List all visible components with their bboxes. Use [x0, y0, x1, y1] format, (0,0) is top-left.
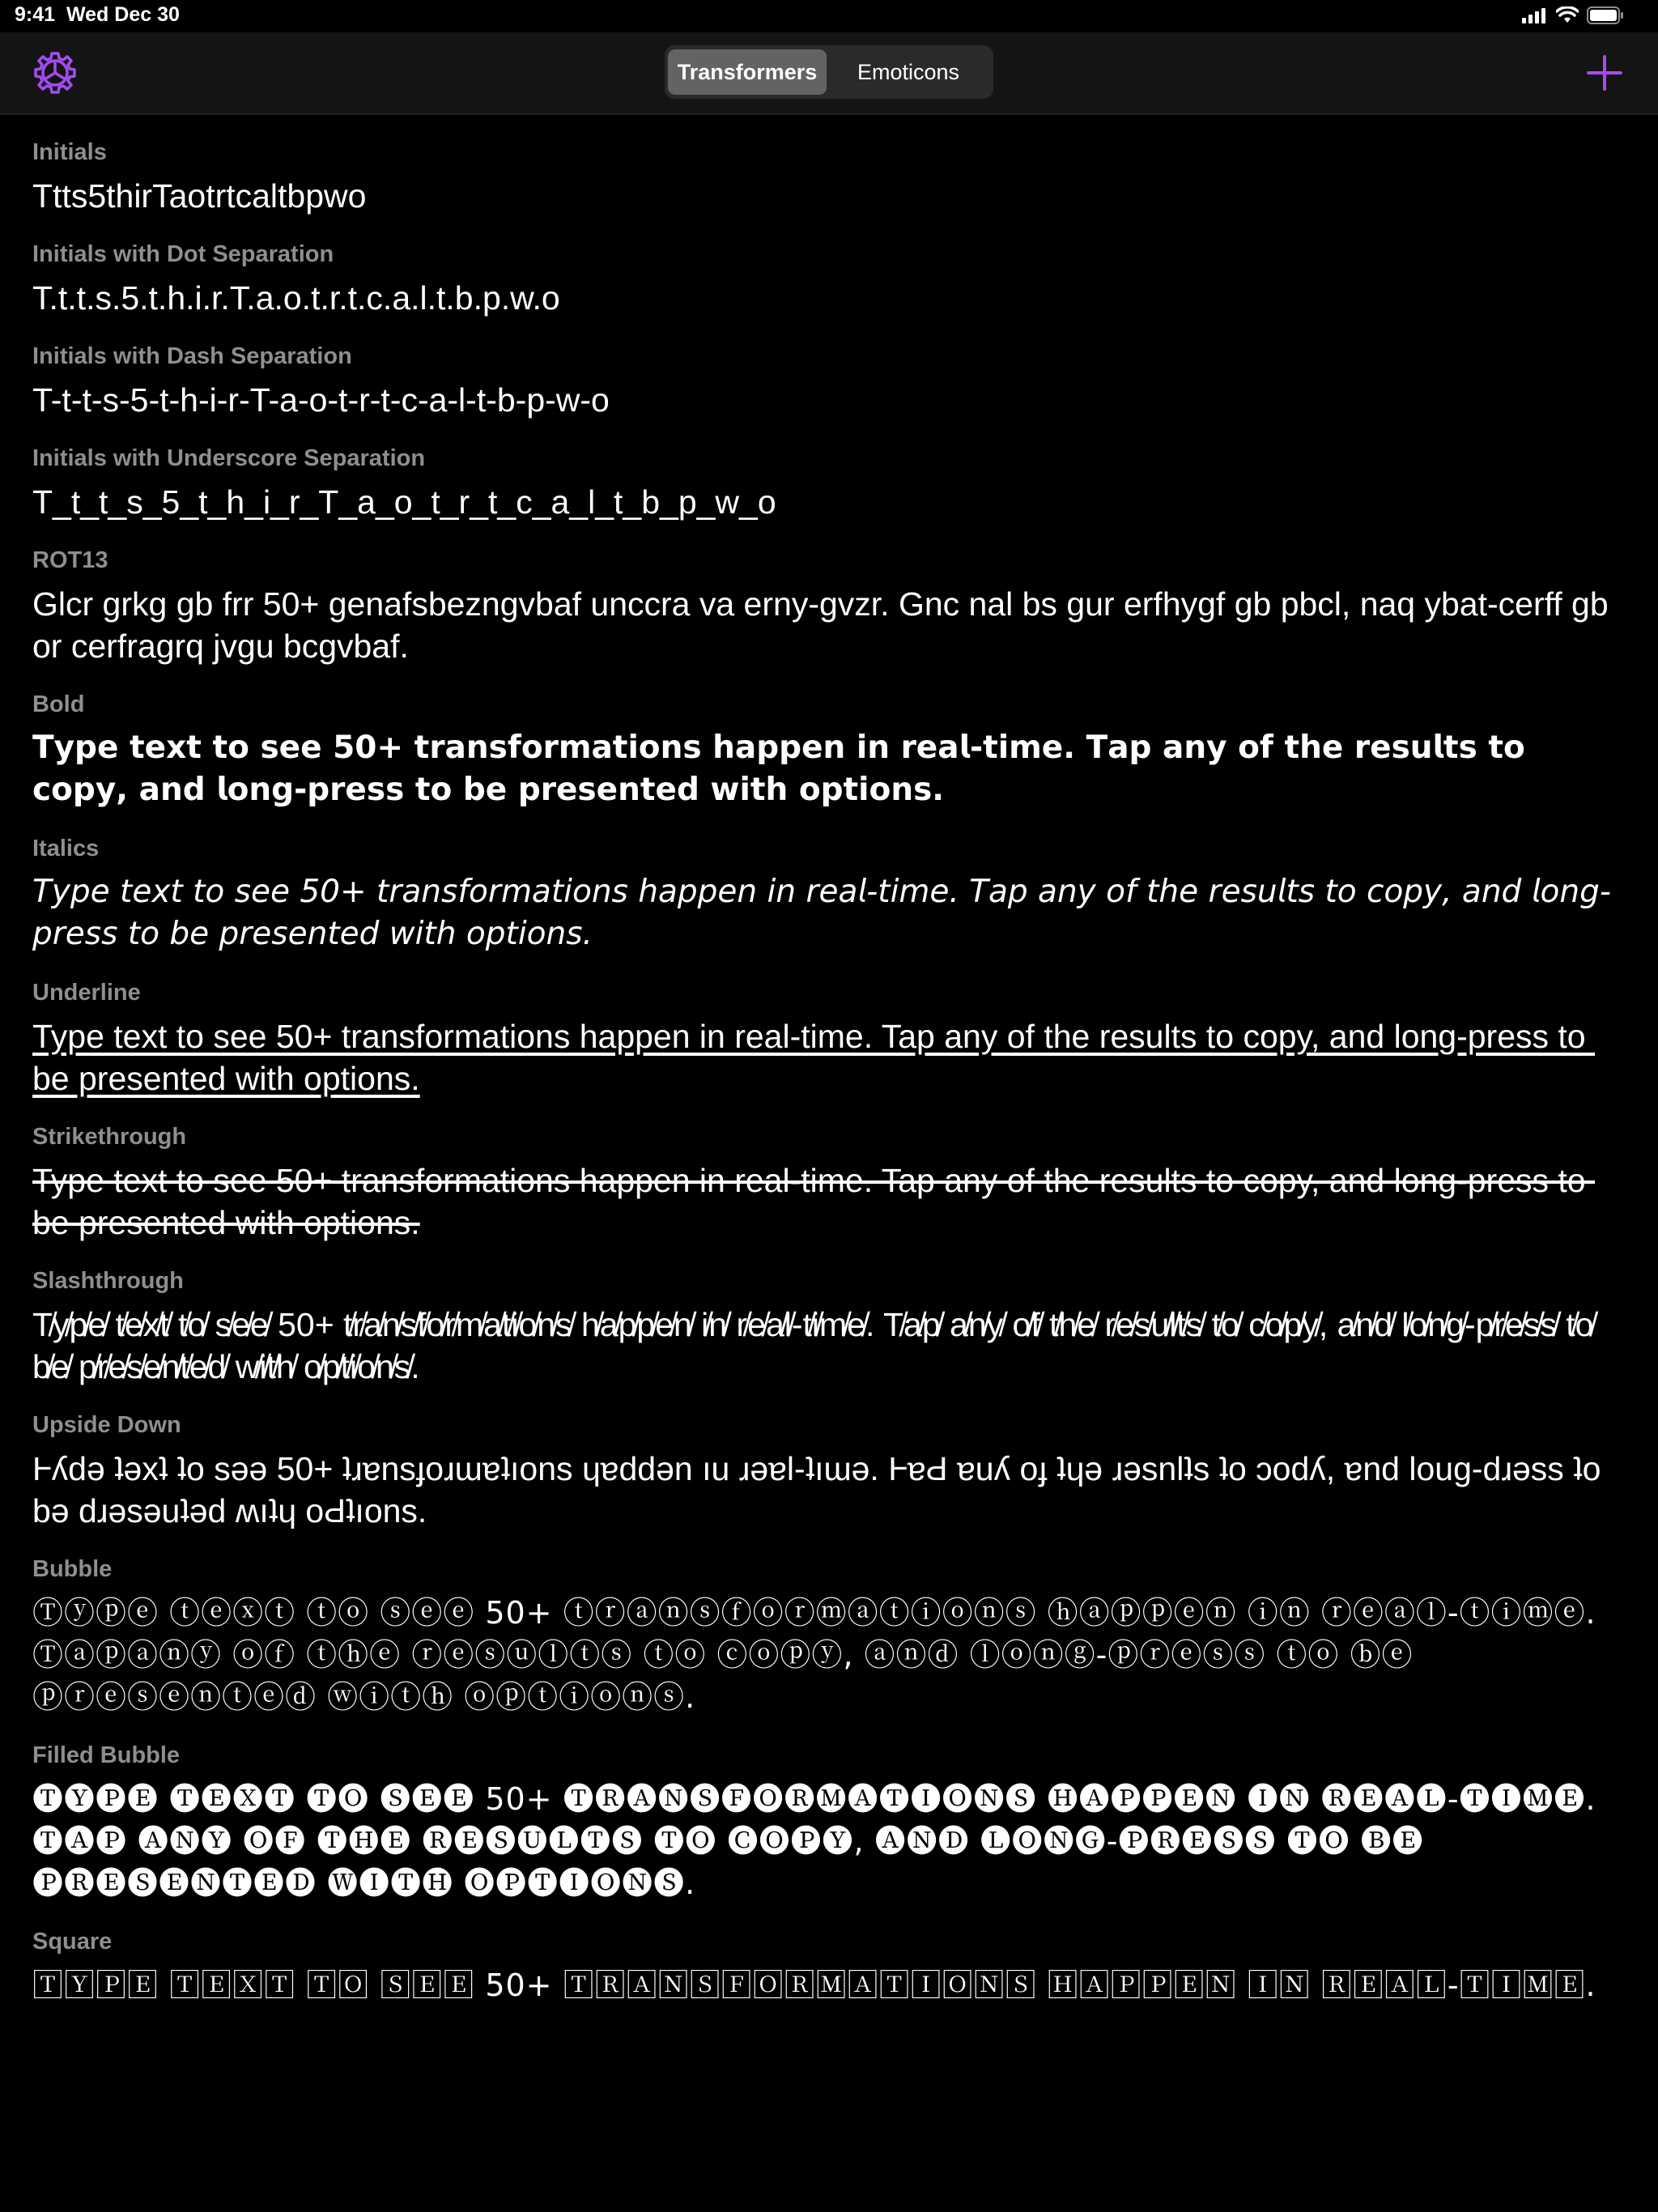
section-value: T.t.t.s.5.t.h.i.r.T.a.o.t.r.t.c.a.l.t.b.p.w.o: [32, 279, 560, 317]
wifi-icon: [1556, 6, 1579, 24]
section-label: ROT13: [32, 547, 108, 573]
result-strikethrough[interactable]: [32, 1122, 1627, 1244]
section-value: 🅣🅨🅟🅔 🅣🅔🅧🅣 🅣🅞 🅢🅔🅔 50+ 🅣🅡🅐🅝🅢🅕🅞🅡🅜🅐🅣🅘🅞🅝🅢 🅗🅐🅟🅟🅔🅝 🅘🅝 🅡🅔🅐🅛-🅣🅘🅜🅔. 🅣🅐🅟 🅐🅝🅨 🅞🅕 🅣🅗🅔 🅡🅔🅢🅤🅛🅣🅢 🅣🅞 🅒🅞🅟🅨, 🅐🅝🅓 🅛🅞🅝🅖-🅟🅡🅔🅢🅢 🅣🅞 🅑🅔 🅟🅡🅔🅢🅔🅝🅣🅔🅓 🅦🅘🅣🅗 🅞🅟🅣🅘🅞🅝🅢.: [32, 1781, 1607, 1901]
section-label: Filled Bubble: [32, 1742, 181, 1768]
plus-icon: [1582, 50, 1627, 96]
section-label: Underline: [32, 980, 141, 1006]
result-initials[interactable]: [32, 138, 1627, 217]
section-label: Square: [32, 1929, 113, 1955]
section-label: Italics: [32, 836, 100, 861]
settings-button[interactable]: [32, 50, 78, 96]
nav-bar: [0, 32, 1658, 115]
tab-transformers[interactable]: Transformers: [668, 49, 827, 95]
section-value: Ⓣⓨⓟⓔ ⓣⓔⓧⓣ ⓣⓞ ⓢⓔⓔ 50+ ⓣⓡⓐⓝⓢⓕⓞⓡⓜⓐⓣⓘⓞⓝⓢ ⓗⓐⓟⓟⓔⓝ ⓘⓝ ⓡⓔⓐⓛ-ⓣⓘⓜⓔ. Ⓣⓐⓟⓐⓝⓨ ⓞⓕ ⓣⓗⓔ ⓡⓔⓢⓤⓛⓣⓢ ⓣⓞ ⓒⓞⓟⓨ, ⓐⓝⓓ ⓛⓞⓝⓖ-ⓟⓡⓔⓢⓢ ⓣⓞ ⓑⓔ ⓟⓡⓔⓢⓔⓝⓣⓔⓓ ⓦⓘⓣⓗ ⓞⓟⓣⓘⓞⓝⓢ.: [32, 1595, 1607, 1715]
section-label: Initials: [32, 139, 107, 165]
tab-emoticons[interactable]: Emoticons: [857, 59, 960, 84]
result-slashthrough[interactable]: [32, 1266, 1627, 1388]
add-button[interactable]: [1582, 50, 1627, 96]
status-time: 9:41: [15, 3, 56, 26]
section-value: 🅃🅈🄿🄴 🅃🄴🅇🅃 🅃🄾 🅂🄴🄴 50+ 🅃🅁🄰🄽🅂🄵🄾🅁🄼🄰🅃🄸🄾🄽🅂 🄷🄰🄿🄿🄴🄽 🄸🄽 🅁🄴🄰🄻-🅃🄸🄼🄴.: [32, 1967, 1596, 2003]
result-rot13[interactable]: [32, 546, 1627, 667]
settings-gear-icon: [32, 50, 78, 96]
section-value: T_t_t_s_5_t_h_i_r_T_a_o_t_r_t_c_a_l_t_b_p_w_o: [32, 483, 776, 521]
signal-icon: [1522, 7, 1548, 23]
section-label: Initials with Dash Separation: [32, 343, 352, 369]
section-label: Strikethrough: [32, 1124, 187, 1150]
status-bar: [0, 0, 1658, 32]
section-label: Initials with Dot Separation: [32, 241, 334, 267]
result-filled-bubble[interactable]: [32, 1741, 1627, 1904]
status-date: Wed Dec 30: [66, 3, 180, 26]
segmented-control: [665, 45, 993, 99]
section-value: T̸y̸p̸e̸ t̸e̸x̸t̸ t̸o̸ s̸e̸e̸ 50+ t̸r̸a̸n̸s̸f̸o̸r̸m̸a̸t̸i̸o̸n̸s̸ h̸a̸p̸p̸e̸n̸ i̸n̸ r̸e̸a̸l̸-t̸i̸m̸e̸. T̸a̸p̸ a̸n̸y̸ o̸f̸ t̸h̸e̸ r̸e̸s̸u̸l̸t̸s̸ t̸o̸ c̸o̸p̸y̸, a̸n̸d̸ l̸o̸n̸g̸-p̸r̸e̸s̸s̸ t̸o̸ b̸e̸ p̸r̸e̸s̸e̸n̸t̸e̸d̸ w̸i̸t̸h̸ o̸p̸t̸i̸o̸n̸s̸.: [32, 1306, 1603, 1385]
section-value: Ⱶʎdǝ ʇǝxʇ ʇo sǝǝ 50+ ʇɹɐnsɟoɹɯɐʇıons ɥɐddǝn ıu ɹǝɐl-ʇıɯǝ. ⱵɐԀ ɐuʎ oɟ ʇɥǝ ɹǝsnlʇs ʇo ɔodʎ, ɐnd loug-dɹǝss ʇo bǝ dɹǝsǝuʇǝd ʍıʇɥ oԀʇıons.: [32, 1450, 1610, 1529]
section-value: T-t-t-s-5-t-h-i-r-T-a-o-t-r-t-c-a-l-t-b-p-w-o: [32, 381, 610, 419]
result-initials-underscore[interactable]: [32, 444, 1627, 523]
section-value: 𝗧𝘆𝗽𝗲 𝘁𝗲𝘅𝘁 𝘁𝗼 𝘀𝗲𝗲 50+ 𝘁𝗿𝗮𝗻𝘀𝗳𝗼𝗿𝗺𝗮𝘁𝗶𝗼𝗻𝘀 𝗵𝗮𝗽𝗽𝗲𝗻 𝗶𝗻 𝗿𝗲𝗮𝗹-𝘁𝗶𝗺𝗲. 𝗧𝗮𝗽 𝗮𝗻𝘆 𝗼𝗳 𝘁𝗵𝗲 𝗿𝗲𝘀𝘂𝗹𝘁𝘀 𝘁𝗼 𝗰𝗼𝗽𝘆, 𝗮𝗻𝗱 𝗹𝗼𝗻𝗴-𝗽𝗿𝗲𝘀𝘀 𝘁𝗼 𝗯𝗲 𝗽𝗿𝗲𝘀𝗲𝗻𝘁𝗲𝗱 𝘄𝗶𝘁𝗵 𝗼𝗽𝘁𝗶𝗼𝗻𝘀.: [32, 730, 1537, 808]
section-label: Initials with Underscore Separation: [32, 445, 426, 471]
section-value: Glcr grkg gb frr 50+ genafsbezngvbaf unccra va erny-gvzr. Gnc nal bs gur erfhygf gb pbcl, naq ybat-cerff gb or cerfragrq jvgu bcgvbaf.: [32, 585, 1618, 665]
result-underline[interactable]: [32, 978, 1627, 1100]
section-label: Bold: [32, 691, 85, 717]
result-italics[interactable]: [32, 834, 1627, 955]
section-label: Slashthrough: [32, 1268, 184, 1294]
section-value: Ttts5thirTaotrtcaltbpwo: [32, 177, 367, 215]
transformers-list: [32, 115, 1627, 2006]
status-icons: [1522, 6, 1624, 24]
section-label: Upside Down: [32, 1412, 181, 1438]
section-value: 𝘛𝘺𝘱𝘦 𝘵𝘦𝘹𝘵 𝘵𝘰 𝘴𝘦𝘦 50+ 𝘵𝘳𝘢𝘯𝘴𝘧𝘰𝘳𝘮𝘢𝘵𝘪𝘰𝘯𝘴 𝘩𝘢𝘱𝘱𝘦𝘯 𝘪𝘯 𝘳𝘦𝘢𝘭-𝘵𝘪𝘮𝘦. 𝘛𝘢𝘱 𝘢𝘯𝘺 𝘰𝘧 𝘵𝘩𝘦 𝘳𝘦𝘴𝘶𝘭𝘵𝘴 𝘵𝘰 𝘤𝘰𝘱𝘺, 𝘢𝘯𝘥 𝘭𝘰𝘯𝘨-𝘱𝘳𝘦𝘴𝘴 𝘵𝘰 𝘣𝘦 𝘱𝘳𝘦𝘴𝘦𝘯𝘵𝘦𝘥 𝘸𝘪𝘵𝘩 𝘰𝘱𝘵𝘪𝘰𝘯𝘴.: [32, 874, 1611, 952]
result-initials-dash[interactable]: [32, 342, 1627, 421]
battery-icon: [1587, 6, 1624, 24]
section-label: Bubble: [32, 1556, 113, 1582]
section-value: Type text to see 50+ transformations happen in real-time. Tap any of the results to copy, and long-press to be presented with options.: [32, 1018, 1595, 1097]
result-bold[interactable]: [32, 690, 1627, 811]
result-square[interactable]: [32, 1927, 1627, 2006]
result-upside-down[interactable]: [32, 1410, 1627, 1532]
result-bubble[interactable]: [32, 1555, 1627, 1718]
result-initials-dot[interactable]: [32, 240, 1627, 319]
section-value: Type text to see 50+ transformations happen in real-time. Tap any of the results to copy, and long-press to be presented with options.: [32, 1162, 1595, 1241]
